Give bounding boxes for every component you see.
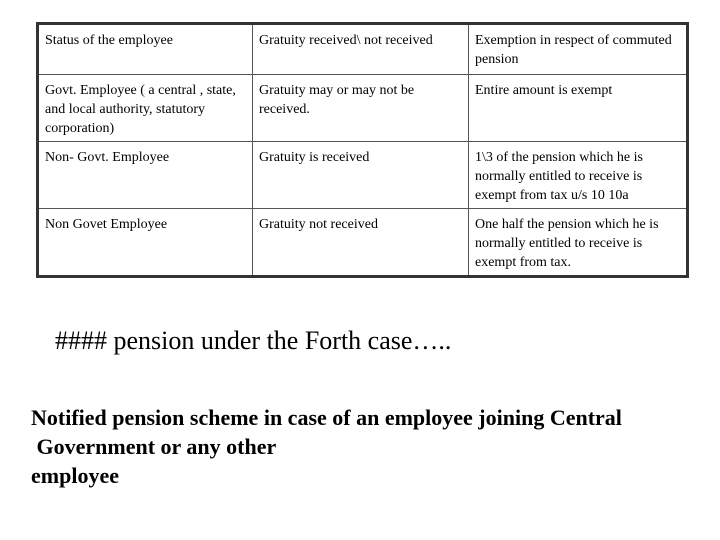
table-cell: Gratuity received\ not received [253,24,469,75]
table-cell: 1\3 of the pension which he is normally entitled to receive is exempt from tax u/s 10 10a [469,142,688,209]
note-line: Notified pension scheme in case of an employee joining Central [31,405,622,430]
table-cell: Gratuity is received [253,142,469,209]
table-cell: Entire amount is exempt [469,75,688,142]
table-cell: Gratuity not received [253,209,469,277]
table-row [38,142,688,209]
table-cell: Exemption in respect of commuted pension [469,24,688,75]
table-row [38,209,688,277]
note-line: Government or any other [31,434,277,459]
table-cell: Non- Govt. Employee [38,142,253,209]
table-cell: Non Govet Employee [38,209,253,277]
table-cell: Govt. Employee ( a central , state, and local authority, statutory corporation) [38,75,253,142]
notified-pension-note [31,403,701,490]
pension-exemption-table [36,22,689,278]
table-cell: Gratuity may or may not be received. [253,75,469,142]
section-caption: #### pension under the Forth case….. [55,326,452,355]
table-cell: One half the pension which he is normally entitled to receive is exempt from tax. [469,209,688,277]
note-line: employee [31,463,119,488]
table-cell: Status of the employee [38,24,253,75]
table-header-row [38,24,688,75]
table-row [38,75,688,142]
